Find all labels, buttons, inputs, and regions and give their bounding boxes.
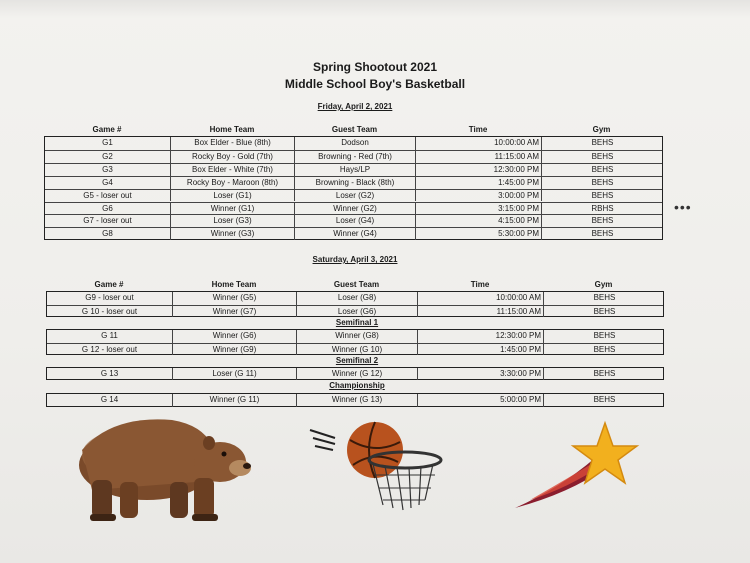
- guest-team-cell: Browning - Black (8th): [295, 177, 416, 189]
- guest-team-cell: Hays/LP: [295, 164, 416, 176]
- guest-team-cell: Loser (G8): [297, 292, 418, 305]
- game-cell: G 12 - loser out: [47, 344, 173, 356]
- basketball-hoop-icon: [305, 420, 455, 515]
- home-team-cell: Loser (G 11): [173, 368, 297, 380]
- day1-header-game: Game #: [92, 125, 122, 134]
- semifinal2-label: Semifinal 2: [335, 356, 379, 365]
- day1-header-home: Home Team: [209, 125, 255, 134]
- day1-header-guest: Guest Team: [331, 125, 378, 134]
- home-team-cell: Box Elder - Blue (8th): [171, 137, 295, 150]
- day1-table: [44, 136, 663, 240]
- guest-team-cell: Loser (G6): [297, 306, 418, 318]
- time-cell: 10:00:00 AM: [416, 137, 542, 150]
- game-cell: G4: [45, 177, 171, 189]
- game-cell: G1: [45, 137, 171, 150]
- table-row: [45, 137, 662, 150]
- guest-team-cell: Winner (G4): [295, 228, 416, 240]
- guest-team-cell: Winner (G 10): [297, 344, 418, 356]
- shooting-star-icon: [510, 418, 640, 513]
- day2-header-time: Time: [470, 280, 490, 289]
- time-cell: 4:15:00 PM: [416, 215, 542, 227]
- game-cell: G6: [45, 203, 171, 215]
- table-row: [45, 227, 662, 240]
- time-cell: 11:15:00 AM: [416, 151, 542, 163]
- guest-team-cell: Winner (G2): [295, 203, 416, 215]
- page-title: Spring Shootout 2021: [312, 60, 437, 74]
- time-cell: 5:00:00 PM: [418, 394, 544, 407]
- day2-header-gym: Gym: [594, 280, 613, 289]
- table-row: [45, 202, 662, 215]
- time-cell: 12:30:00 PM: [418, 330, 544, 343]
- game-cell: G 10 - loser out: [47, 306, 173, 318]
- game-cell: G 14: [47, 394, 173, 407]
- guest-team-cell: Winner (G8): [297, 330, 418, 343]
- table-row: [47, 343, 663, 356]
- championship-label: Championship: [329, 381, 385, 390]
- day2-title: Saturday, April 3, 2021: [312, 255, 398, 264]
- day2-table-block3: [46, 367, 664, 380]
- time-cell: 12:30:00 PM: [416, 164, 542, 176]
- gym-cell: BEHS: [591, 164, 614, 174]
- gym-cell: BEHS: [593, 293, 616, 302]
- guest-team-cell: Loser (G4): [295, 215, 416, 227]
- home-team-cell: Box Elder - White (7th): [171, 164, 295, 176]
- home-team-cell: Winner (G7): [173, 306, 297, 318]
- home-team-cell: Winner (G5): [173, 292, 297, 305]
- time-cell: 10:00:00 AM: [418, 292, 544, 305]
- gym-cell: BEHS: [591, 190, 614, 200]
- gym-cell: BEHS: [593, 306, 616, 316]
- time-cell: 3:15:00 PM: [416, 203, 542, 215]
- home-team-cell: Winner (G1): [171, 203, 295, 215]
- day1-header-gym: Gym: [592, 125, 611, 134]
- home-team-cell: Winner (G6): [173, 330, 297, 343]
- home-team-cell: Winner (G 11): [173, 394, 297, 407]
- table-row: [45, 189, 662, 202]
- gym-cell: BEHS: [591, 151, 614, 161]
- home-team-cell: Winner (G9): [173, 344, 297, 356]
- game-cell: G9 - loser out: [47, 292, 173, 305]
- day2-header-game: Game #: [94, 280, 124, 289]
- game-cell: G8: [45, 228, 171, 240]
- game-cell: G5 - loser out: [45, 190, 171, 202]
- day2-table-block1: [46, 291, 664, 317]
- table-row: [45, 214, 662, 227]
- game-cell: G 13: [47, 368, 173, 380]
- bear-icon: [72, 410, 252, 530]
- table-row: [47, 368, 663, 380]
- guest-team-cell: Browning - Red (7th): [295, 151, 416, 163]
- home-team-cell: Loser (G1): [171, 190, 295, 202]
- table-row: [45, 150, 662, 163]
- game-cell: G 11: [47, 330, 173, 343]
- gym-cell: RBHS: [591, 203, 614, 213]
- table-row: [45, 163, 662, 176]
- time-cell: 1:45:00 PM: [416, 177, 542, 189]
- home-team-cell: Rocky Boy - Gold (7th): [171, 151, 295, 163]
- gym-cell: BEHS: [591, 138, 614, 147]
- home-team-cell: Winner (G3): [171, 228, 295, 240]
- day2-table-block2: [46, 329, 664, 355]
- gym-cell: BEHS: [593, 369, 616, 378]
- day1-header-time: Time: [468, 125, 488, 134]
- gym-cell: BEHS: [591, 229, 614, 239]
- home-team-cell: Rocky Boy - Maroon (8th): [171, 177, 295, 189]
- guest-team-cell: Dodson: [295, 137, 416, 150]
- guest-team-cell: Winner (G 13): [297, 394, 418, 407]
- semifinal1-label: Semifinal 1: [335, 318, 379, 327]
- table-row: [47, 394, 663, 407]
- gym-cell: BEHS: [593, 395, 616, 404]
- top-shadow: [0, 0, 750, 18]
- table-row: [45, 176, 662, 189]
- time-cell: 5:30:00 PM: [416, 228, 542, 240]
- day1-title: Friday, April 2, 2021: [317, 102, 393, 111]
- guest-team-cell: Winner (G 12): [297, 368, 418, 380]
- table-row: [47, 305, 663, 318]
- table-row: [47, 292, 663, 305]
- gym-cell: BEHS: [593, 344, 616, 354]
- gym-cell: BEHS: [593, 331, 616, 340]
- table-row: [47, 330, 663, 343]
- day2-header-home: Home Team: [211, 280, 257, 289]
- time-cell: 1:45:00 PM: [418, 344, 544, 356]
- day2-header-guest: Guest Team: [333, 280, 380, 289]
- guest-team-cell: Loser (G2): [295, 190, 416, 202]
- time-cell: 11:15:00 AM: [418, 306, 544, 318]
- gym-cell: BEHS: [591, 216, 614, 226]
- day2-table-block4: [46, 393, 664, 407]
- gym-cell: BEHS: [591, 177, 614, 187]
- page-subtitle: Middle School Boy's Basketball: [284, 77, 466, 91]
- time-cell: 3:30:00 PM: [418, 368, 544, 380]
- time-cell: 3:00:00 PM: [416, 190, 542, 202]
- game-cell: G7 - loser out: [45, 215, 171, 227]
- game-cell: G3: [45, 164, 171, 176]
- game-cell: G2: [45, 151, 171, 163]
- more-dots-icon[interactable]: •••: [674, 199, 692, 215]
- home-team-cell: Loser (G3): [171, 215, 295, 227]
